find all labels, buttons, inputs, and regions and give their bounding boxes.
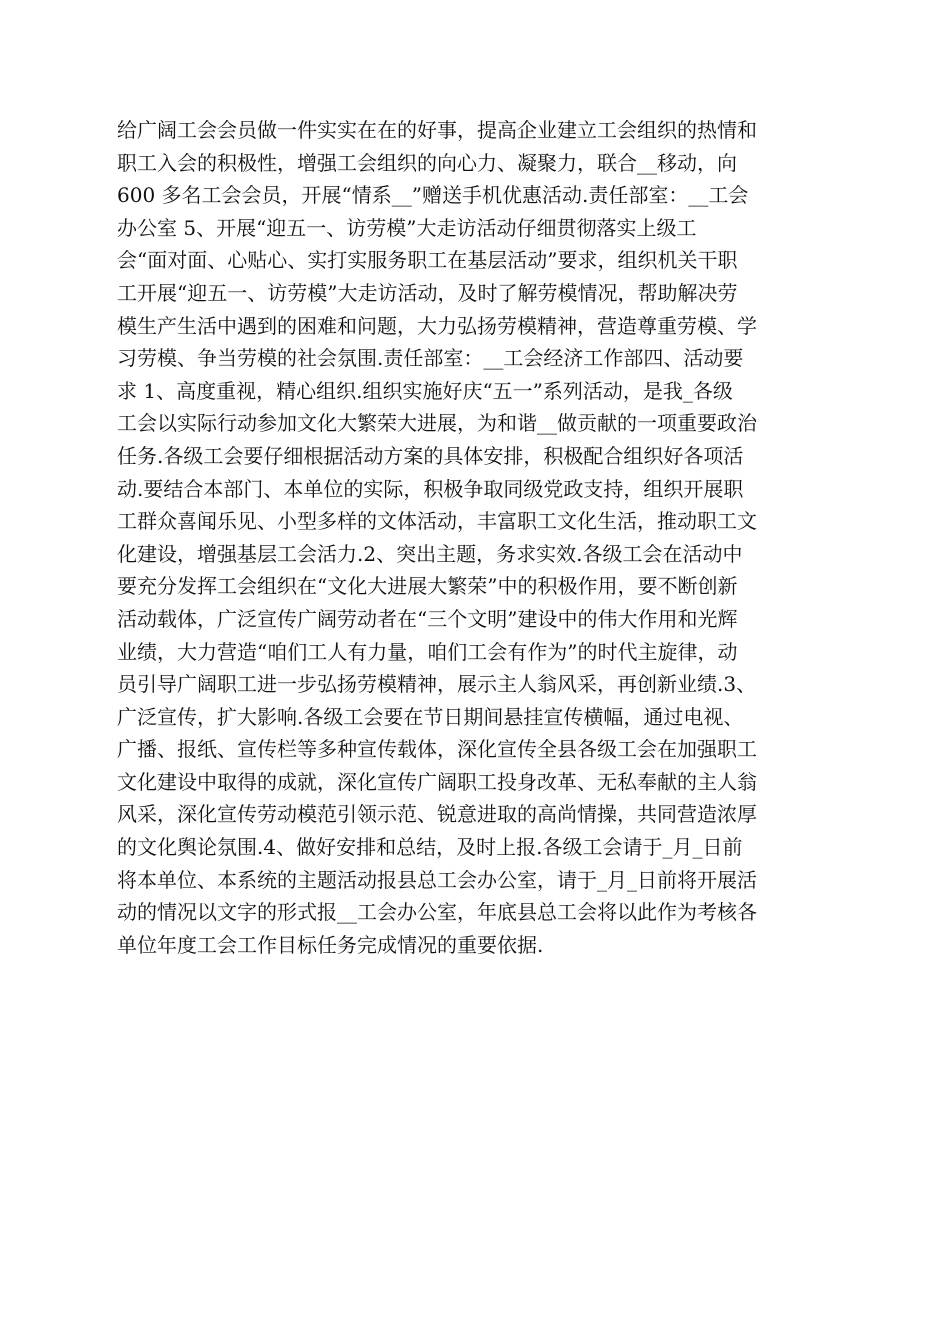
text-line: 600 多名工会会员，开展“情系__”赠送手机优惠活动.责任部室：__工会: [117, 183, 749, 208]
text-line: 职工入会的积极性，增强工会组织的向心力、凝聚力，联合__移动，向: [117, 150, 737, 175]
text-line: 办公室 5、开展“迎五一、访劳模”大走访活动仔细贯彻落实上级工: [117, 215, 697, 240]
text-line: 求 1、高度重视，精心组织.组织实施好庆“五一”系列活动，是我_各级: [117, 378, 733, 403]
text-line: 习劳模、争当劳模的社会氛围.责任部室：__工会经济工作部四、活动要: [117, 346, 744, 371]
text-line: 工会以实际行动参加文化大繁荣大进展，为和谐__做贡献的一项重要政治: [117, 411, 757, 436]
text-line: 业绩，大力营造“咱们工人有力量，咱们工会有作为”的时代主旋律，动: [117, 639, 738, 664]
text-line: 风采，深化宣传劳动模范引领示范、锐意进取的高尚情操，共同营造浓厚: [117, 802, 757, 827]
body-paragraph: [117, 114, 837, 961]
text-line: 单位年度工会工作目标任务完成情况的重要依据.: [117, 932, 544, 957]
text-line: 将本单位、本系统的主题活动报县总工会办公室，请于_月_日前将开展活: [117, 867, 757, 892]
text-line: 给广阔工会会员做一件实实在在的好事，提高企业建立工会组织的热情和: [117, 118, 757, 142]
text-line: 员引导广阔职工进一步弘扬劳模精神，展示主人翁风采，再创新业绩.3、: [117, 672, 757, 697]
text-line: 工开展“迎五一、访劳模”大走访活动，及时了解劳模情况，帮助解决劳: [117, 280, 738, 305]
text-line: 动.要结合本部门、本单位的实际，积极争取同级党政支持，组织开展职: [117, 476, 744, 501]
text-line: 要充分发挥工会组织在“文化大进展大繁荣”中的积极作用，要不断创新: [117, 574, 738, 599]
text-line: 任务.各级工会要仔细根据活动方案的具体安排，积极配合组织好各项活: [117, 443, 744, 468]
text-line: 动的情况以文字的形式报__工会办公室，年底县总工会将以此作为考核各: [117, 900, 757, 925]
text-line: 广泛宣传，扩大影响.各级工会要在节日期间悬挂宣传横幅，通过电视、: [117, 704, 744, 729]
text-line: 模生产生活中遇到的困难和问题，大力弘扬劳模精神，营造尊重劳模、学: [117, 313, 757, 338]
text-line: 活动载体，广泛宣传广阔劳动者在“三个文明”建设中的伟大作用和光辉: [117, 606, 738, 631]
text-line: 广播、报纸、宣传栏等多种宣传载体，深化宣传全县各级工会在加强职工: [117, 737, 757, 762]
text-line: 会“面对面、心贴心、实打实服务职工在基层活动”要求，组织机关干职: [117, 248, 738, 273]
text-line: 文化建设中取得的成就，深化宣传广阔职工投身改革、无私奉献的主人翁: [117, 769, 757, 794]
text-line: 化建设，增强基层工会活力.2、突出主题，务求实效.各级工会在活动中: [117, 541, 743, 566]
text-line: 工群众喜闻乐见、小型多样的文体活动，丰富职工文化生活，推动职工文: [117, 509, 757, 534]
text-line: 的文化舆论氛围.4、做好安排和总结，及时上报.各级工会请于_月_日前: [117, 835, 743, 860]
